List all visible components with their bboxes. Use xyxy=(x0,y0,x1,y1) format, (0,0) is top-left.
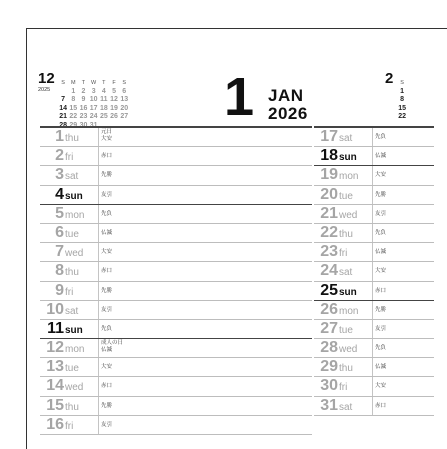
row-divider xyxy=(372,166,373,184)
mini-week-row xyxy=(397,88,407,104)
day-note: 仏滅 xyxy=(101,229,113,236)
day-note: 友引 xyxy=(101,191,113,198)
day-row[interactable] xyxy=(40,186,312,205)
day-row[interactable] xyxy=(314,166,434,185)
mini-day: 2 xyxy=(81,87,86,95)
mini-day: 13 xyxy=(120,96,129,104)
row-divider xyxy=(372,128,373,146)
day-number: 8 xyxy=(55,262,64,280)
mini-day: 10 xyxy=(89,96,98,104)
day-number: 25 xyxy=(320,281,338,299)
day-row[interactable] xyxy=(40,166,312,185)
day-number: 30 xyxy=(320,377,338,395)
mini-day: 22 xyxy=(69,113,78,121)
day-row[interactable] xyxy=(40,358,312,377)
day-row[interactable] xyxy=(40,320,312,339)
weekday-label: wed xyxy=(65,382,84,394)
day-note: 赤口 xyxy=(101,153,113,160)
day-note: 先負 xyxy=(101,325,113,332)
day-number: 28 xyxy=(320,339,338,357)
day-note: 先勝 xyxy=(101,172,113,179)
row-divider xyxy=(372,339,373,357)
row-divider xyxy=(98,262,99,280)
weekday-label: sat xyxy=(339,133,353,144)
mini-weekday-header xyxy=(58,71,129,86)
row-divider xyxy=(98,243,99,261)
weekday-label: fri xyxy=(339,248,348,260)
mini-day: 1 xyxy=(71,87,76,95)
row-divider xyxy=(98,397,99,415)
day-row[interactable] xyxy=(40,397,312,416)
row-divider xyxy=(372,282,373,300)
mini-week-row xyxy=(58,88,129,104)
weekday-label: fri xyxy=(339,382,348,394)
mini-next-month: 2 xyxy=(385,70,394,87)
mini-day: 15 xyxy=(398,104,406,112)
day-note: 仏滅 xyxy=(101,347,113,354)
day-number: 10 xyxy=(46,300,64,318)
day-number: 9 xyxy=(55,281,64,299)
day-row[interactable] xyxy=(314,397,434,416)
mini-day: 9 xyxy=(81,96,86,104)
day-note: 大安 xyxy=(101,136,113,142)
row-divider xyxy=(372,262,373,280)
day-number: 26 xyxy=(320,300,338,318)
day-note: 仏滅 xyxy=(375,153,387,160)
day-note: 大安 xyxy=(101,249,113,256)
day-row[interactable] xyxy=(40,377,312,396)
days-column-left xyxy=(40,126,312,435)
weekday-label: fri xyxy=(65,152,74,164)
day-note: 先負 xyxy=(375,134,387,140)
weekday-label: thu xyxy=(65,133,79,144)
mini-day: 8 xyxy=(400,96,405,104)
day-note: 元日 xyxy=(101,129,113,135)
day-row[interactable] xyxy=(314,147,434,166)
weekday-label: thu xyxy=(65,267,79,279)
day-number: 16 xyxy=(46,415,64,433)
month-number: 1 xyxy=(224,67,255,127)
day-number: 3 xyxy=(55,166,64,184)
day-number: 1 xyxy=(55,128,64,145)
day-number: 31 xyxy=(320,396,338,414)
mini-day: 31 xyxy=(89,121,98,129)
mini-day: 3 xyxy=(91,87,96,95)
mini-day: 24 xyxy=(89,113,98,121)
mini-weekday-label: M xyxy=(70,80,76,86)
mini-day: 27 xyxy=(120,113,129,121)
mini-day: 6 xyxy=(122,87,127,95)
row-divider xyxy=(98,128,99,146)
mini-weekday-label: T xyxy=(81,80,86,86)
day-number: 20 xyxy=(320,185,338,203)
mini-weekday-label: S xyxy=(122,80,127,86)
day-row[interactable] xyxy=(314,126,434,147)
row-divider xyxy=(372,205,373,223)
mini-day: 1 xyxy=(400,87,405,95)
day-row[interactable] xyxy=(40,301,312,320)
mini-weekday-label: S xyxy=(400,80,404,86)
month-name: JAN xyxy=(268,86,304,105)
weekday-label: mon xyxy=(65,344,85,356)
day-number: 23 xyxy=(320,243,338,261)
mini-day: 8 xyxy=(71,96,76,104)
mini-day: 22 xyxy=(398,113,406,121)
mini-weekday-label: T xyxy=(102,80,106,86)
day-note: 仏滅 xyxy=(375,249,387,256)
mini-weekday-label: W xyxy=(91,80,97,86)
day-number: 4 xyxy=(55,185,64,203)
day-note: 先勝 xyxy=(101,402,113,409)
day-number: 13 xyxy=(46,358,64,376)
weekday-label: sat xyxy=(65,305,79,317)
weekday-label: tue xyxy=(65,363,79,375)
day-number: 17 xyxy=(320,128,338,145)
mini-day: 29 xyxy=(69,121,78,129)
weekday-label: wed xyxy=(339,209,358,221)
row-divider xyxy=(98,339,99,357)
day-row[interactable] xyxy=(40,224,312,243)
weekday-label: sun xyxy=(65,324,83,336)
row-divider xyxy=(372,320,373,338)
weekday-label: mon xyxy=(339,305,359,317)
row-divider xyxy=(98,358,99,376)
mini-day: 30 xyxy=(79,121,88,129)
day-note: 先負 xyxy=(375,229,387,236)
day-row[interactable] xyxy=(314,339,434,358)
row-divider xyxy=(98,186,99,204)
weekday-label: tue xyxy=(339,190,353,202)
mini-week-row xyxy=(58,80,129,95)
day-number: 7 xyxy=(55,243,64,261)
mini-day: 19 xyxy=(110,104,118,112)
day-note: 友引 xyxy=(375,325,387,332)
weekday-label: wed xyxy=(65,248,84,260)
weekday-label: tue xyxy=(339,324,353,336)
row-divider xyxy=(372,377,373,395)
day-note: 大安 xyxy=(375,268,387,275)
day-row[interactable] xyxy=(40,282,312,301)
day-row[interactable] xyxy=(314,301,434,320)
day-number: 22 xyxy=(320,223,338,241)
day-row[interactable] xyxy=(314,186,434,205)
mini-day: 20 xyxy=(120,104,129,112)
day-number: 6 xyxy=(55,223,64,241)
day-row[interactable] xyxy=(314,262,434,281)
row-divider xyxy=(372,397,373,415)
day-note: 先勝 xyxy=(101,287,113,294)
day-note: 大安 xyxy=(375,383,387,390)
row-divider xyxy=(98,205,99,223)
weekday-label: mon xyxy=(65,209,85,221)
day-number: 11 xyxy=(47,319,64,337)
weekday-label: sat xyxy=(65,171,79,183)
weekday-label: thu xyxy=(339,363,353,375)
day-number: 24 xyxy=(320,262,338,280)
weekday-label: sun xyxy=(339,286,357,298)
mini-prev-grid xyxy=(58,71,129,129)
weekday-label: thu xyxy=(339,228,353,240)
weekday-label: mon xyxy=(339,171,359,183)
day-note: 仏滅 xyxy=(375,364,387,371)
row-divider xyxy=(98,147,99,165)
mini-day: 12 xyxy=(110,96,118,104)
day-note: 先勝 xyxy=(375,306,387,313)
day-number: 14 xyxy=(46,377,64,395)
mini-weekday-label: S xyxy=(61,80,65,86)
day-row[interactable] xyxy=(40,262,312,281)
weekday-label: sun xyxy=(65,190,83,202)
mini-week-row xyxy=(58,105,129,121)
mini-day: 15 xyxy=(69,104,78,112)
day-row[interactable] xyxy=(314,205,434,224)
day-note: 先負 xyxy=(101,210,113,217)
day-number: 21 xyxy=(320,204,338,222)
day-note: 赤口 xyxy=(101,268,113,275)
mini-day: 7 xyxy=(61,96,66,104)
weekday-label: fri xyxy=(65,420,74,432)
mini-prev-year: 2025 xyxy=(38,87,51,93)
weekday-label: fri xyxy=(65,286,74,298)
mini-week-row xyxy=(397,97,407,112)
row-divider xyxy=(98,282,99,300)
day-note: 友引 xyxy=(375,210,387,217)
day-row[interactable] xyxy=(314,320,434,339)
day-row[interactable] xyxy=(314,224,434,243)
day-note: 先勝 xyxy=(375,191,387,198)
mini-day: 26 xyxy=(110,113,118,121)
mini-day: 16 xyxy=(79,104,88,112)
mini-day: 18 xyxy=(99,104,108,112)
weekday-label: sun xyxy=(339,152,357,164)
mini-day: 23 xyxy=(79,113,88,121)
mini-week-row xyxy=(397,105,407,121)
mini-day: 11 xyxy=(100,96,108,104)
row-divider xyxy=(98,224,99,242)
day-row[interactable] xyxy=(40,339,312,358)
day-row[interactable] xyxy=(314,358,434,377)
day-note: 友引 xyxy=(101,306,113,313)
mini-day: 14 xyxy=(59,104,67,112)
day-note: 赤口 xyxy=(101,383,113,390)
row-divider xyxy=(98,301,99,319)
day-number: 12 xyxy=(46,339,64,357)
day-row[interactable] xyxy=(314,243,434,262)
mini-day: 25 xyxy=(99,113,108,121)
row-divider xyxy=(98,377,99,395)
row-divider xyxy=(98,416,99,434)
mini-day: 28 xyxy=(59,121,67,129)
row-divider xyxy=(98,320,99,338)
day-note: 赤口 xyxy=(375,287,387,294)
mini-week-row xyxy=(58,114,129,129)
row-divider xyxy=(98,166,99,184)
mini-day: 21 xyxy=(59,113,67,121)
row-divider xyxy=(372,358,373,376)
mini-prev-month: 12 xyxy=(38,70,55,87)
mini-weekday-header xyxy=(397,71,407,86)
day-row[interactable] xyxy=(40,416,312,435)
day-number: 19 xyxy=(320,166,338,184)
mini-next-grid xyxy=(397,71,407,121)
weekday-label: sat xyxy=(339,267,353,279)
mini-day: 5 xyxy=(112,87,116,95)
day-row[interactable] xyxy=(314,282,434,301)
day-note: 成人の日 xyxy=(101,340,124,347)
row-divider xyxy=(372,186,373,204)
mini-day: 4 xyxy=(101,87,106,95)
year-number: 2026 xyxy=(268,104,308,123)
day-number: 5 xyxy=(55,204,64,222)
day-note: 先負 xyxy=(375,345,387,352)
day-row[interactable] xyxy=(40,205,312,224)
days-column-right xyxy=(314,126,434,416)
day-row[interactable] xyxy=(40,126,312,147)
weekday-label: sat xyxy=(339,401,353,413)
day-row[interactable] xyxy=(40,147,312,166)
day-number: 18 xyxy=(320,147,338,165)
day-number: 27 xyxy=(320,319,338,337)
mini-week-row xyxy=(397,80,407,95)
day-number: 29 xyxy=(320,358,338,376)
day-note: 友引 xyxy=(101,421,113,428)
mini-weekday-label: F xyxy=(112,80,116,86)
mini-day: 17 xyxy=(89,104,98,112)
row-divider xyxy=(372,243,373,261)
day-number: 15 xyxy=(46,396,64,414)
row-divider xyxy=(372,224,373,242)
day-row[interactable] xyxy=(314,377,434,396)
row-divider xyxy=(372,147,373,165)
mini-week-row xyxy=(58,97,129,112)
day-note: 大安 xyxy=(375,172,387,179)
weekday-label: wed xyxy=(339,344,358,356)
day-note: 大安 xyxy=(101,364,113,371)
weekday-label: thu xyxy=(65,401,79,413)
day-row[interactable] xyxy=(40,243,312,262)
day-note: 赤口 xyxy=(375,402,387,409)
weekday-label: tue xyxy=(65,228,79,240)
row-divider xyxy=(372,301,373,319)
day-number: 2 xyxy=(55,147,64,165)
